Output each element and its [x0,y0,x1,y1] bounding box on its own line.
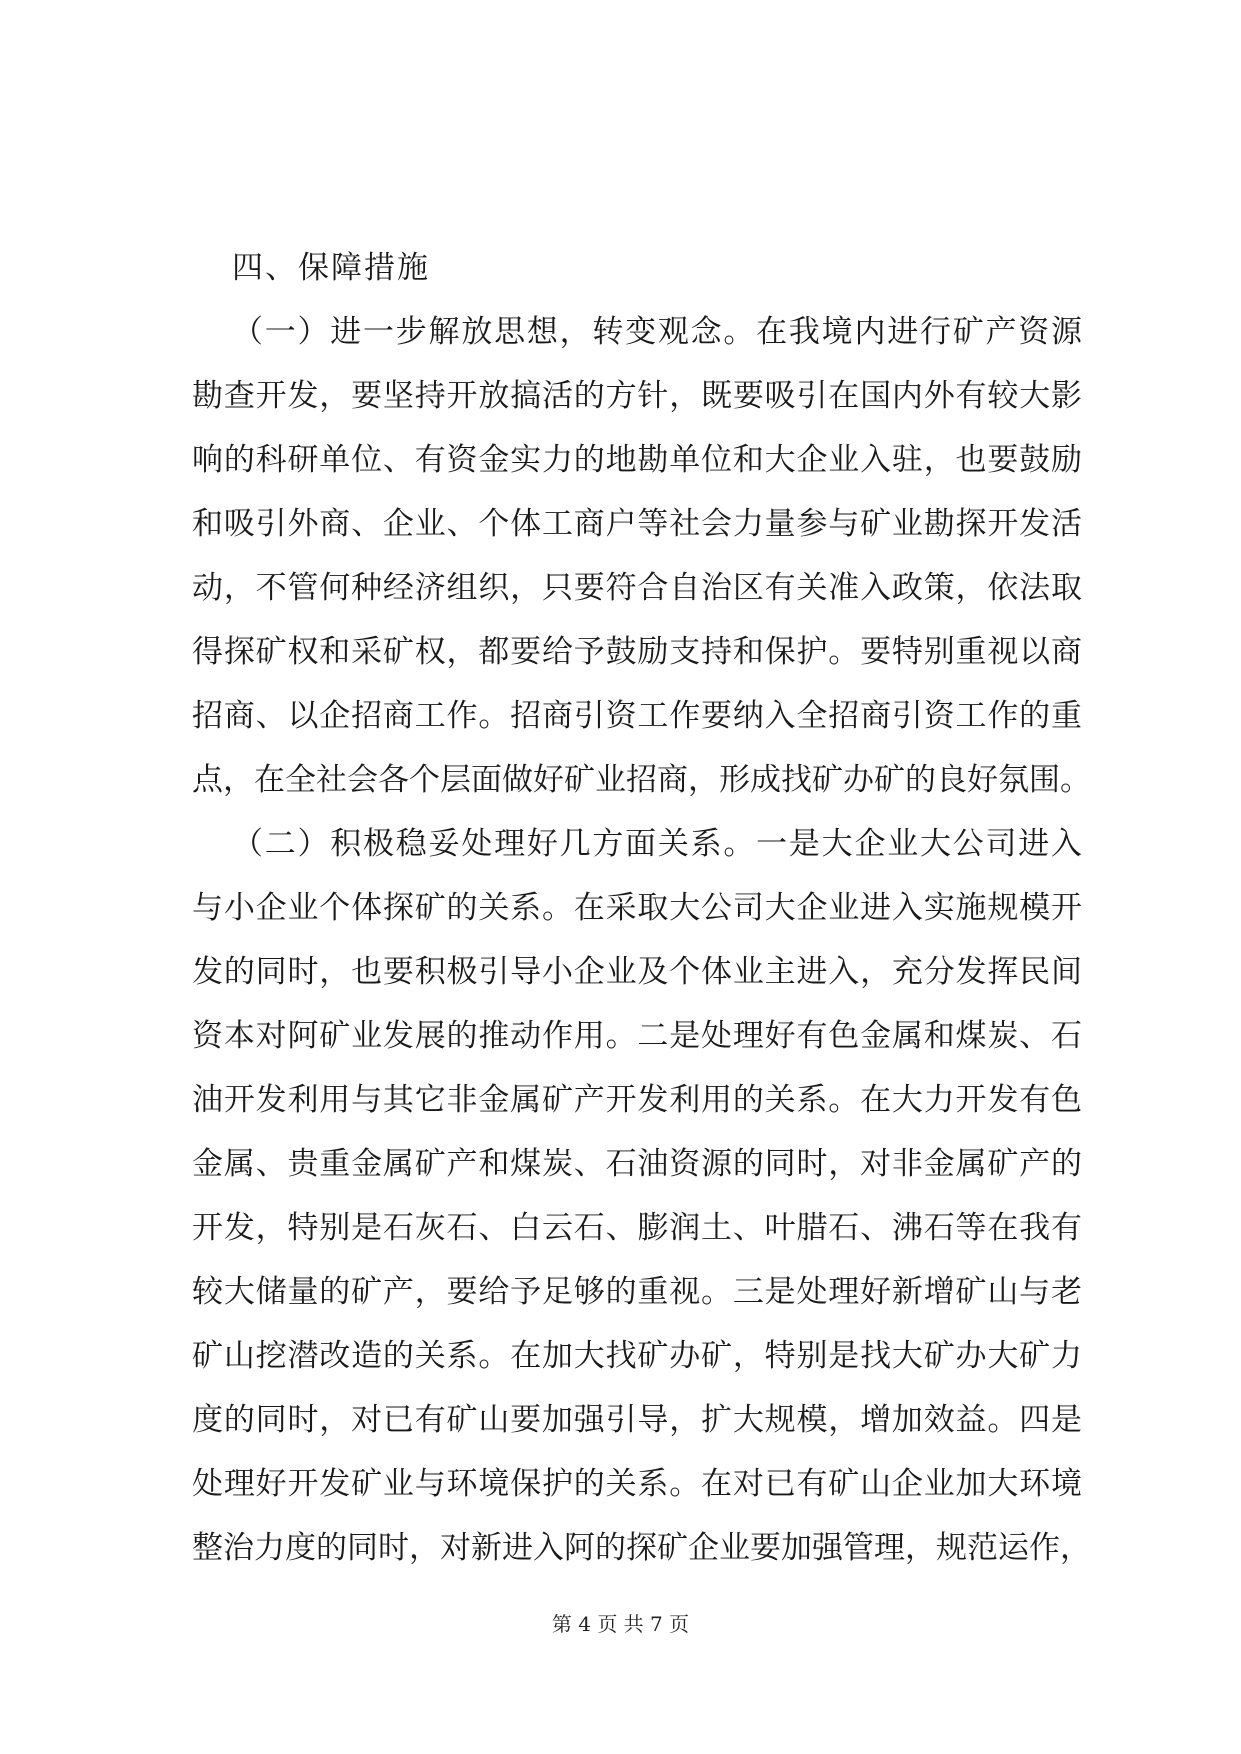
paragraph-line: 勘查开发，要坚持开放搞活的方针，既要吸引在国内外有较大影 [192,378,1082,414]
document-body [192,236,1091,1580]
paragraph-line: （二）积极稳妥处理好几方面关系。一是大企业大公司进入 [232,826,1082,862]
section-heading: 四、保障措施 [232,250,430,286]
paragraph-line: 点，在全社会各个层面做好矿业招商，形成找矿办矿的良好氛围。 [192,762,1091,798]
paragraph-line: （一）进一步解放思想，转变观念。在我境内进行矿产资源 [232,314,1082,350]
paragraph-line: 矿山挖潜改造的关系。在加大找矿办矿，特别是找大矿办大矿力 [192,1338,1082,1374]
paragraph-line: 金属、贵重金属矿产和煤炭、石油资源的同时，对非金属矿产的 [192,1146,1082,1182]
paragraph-line: 资本对阿矿业发展的推动作用。二是处理好有色金属和煤炭、石 [192,1018,1082,1054]
paragraph-line: 与小企业个体探矿的关系。在采取大公司大企业进入实施规模开 [192,890,1082,926]
paragraph-1 [192,300,1091,812]
paragraph-line: 度的同时，对已有矿山要加强引导，扩大规模，增加效益。四是 [192,1402,1082,1438]
paragraph-line: 处理好开发矿业与环境保护的关系。在对已有矿山企业加大环境 [192,1466,1082,1502]
paragraph-line: 开发，特别是石灰石、白云石、膨润土、叶腊石、沸石等在我有 [192,1210,1082,1246]
paragraph-line: 油开发利用与其它非金属矿产开发利用的关系。在大力开发有色 [192,1082,1082,1118]
paragraph-line: 响的科研单位、有资金实力的地勘单位和大企业入驻，也要鼓励 [192,442,1082,478]
paragraph-line: 较大储量的矿产，要给予足够的重视。三是处理好新增矿山与老 [192,1274,1082,1310]
paragraph-2 [192,812,1091,1580]
paragraph-line: 动，不管何种经济组织，只要符合自治区有关准入政策，依法取 [192,570,1082,606]
paragraph-line: 和吸引外商、企业、个体工商户等社会力量参与矿业勘探开发活 [192,506,1082,542]
paragraph-line: 整治力度的同时，对新进入阿的探矿企业要加强管理，规范运作， [192,1530,1091,1566]
paragraph-line: 招商、以企招商工作。招商引资工作要纳入全招商引资工作的重 [192,698,1082,734]
page-number-footer: 第 4 页 共 7 页 [551,1612,690,1636]
paragraph-line: 得探矿权和采矿权，都要给予鼓励支持和保护。要特别重视以商 [192,634,1082,670]
paragraph-line: 发的同时，也要积极引导小企业及个体业主进入，充分发挥民间 [192,954,1082,990]
